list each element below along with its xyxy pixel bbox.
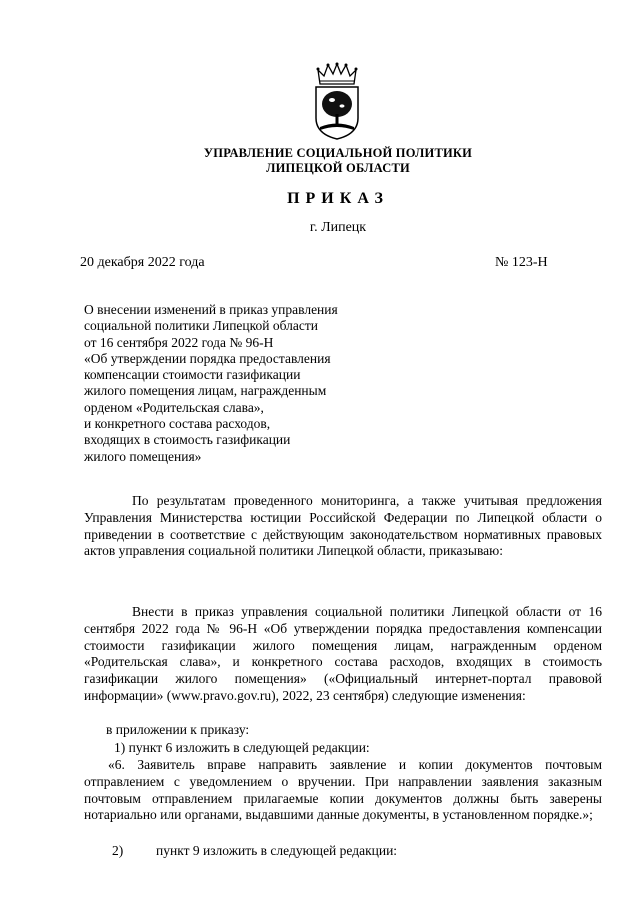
subject-line: от 16 сентября 2022 года № 96-Н [84, 334, 274, 350]
preamble-paragraph: По результатам проведенного мониторинга, а также учитывая предложения Управления Министерства юстиции Российской Федерации по Липецкой области о приведении в соответствие с действующим законодательством нормативных правовых актов управления социальной политики Липецкой области, приказываю: [84, 493, 602, 559]
document-subject [84, 302, 384, 465]
item-1-text: «6. Заявитель вправе направить заявление и копии документов почтовым отправлением с уведомлением о вручении. При направлении заявления заказным почтовым отправлением прилагаемые копии документов должны быть заверены нотариально или органами, выдавшими данные документы, в установленном порядке.»; [84, 757, 602, 823]
appendix-line: в приложении к приказу: [106, 722, 250, 737]
item-1: 1) пункт 6 изложить в следующей редакции: [114, 740, 370, 755]
lipetsk-coat-of-arms-icon [312, 62, 362, 140]
order-paragraph: Внести в приказ управления социальной политики Липецкой области от 16 сентября 2022 года № 96-Н «Об утверждении порядка предоставления компенсации стоимости газификации жилого помещения лицам, награжденным орденом «Родительская слава», и конкретного состава расходов, входящих в стоимость газификации жилого помещения» («Официальный интернет-портал правовой информации» (www.pravo.gov.ru), 2022, 23 сентября) следующие изменения: [84, 604, 602, 703]
organization-name: УПРАВЛЕНИЕ СОЦИАЛЬНОЙ ПОЛИТИКИ [203, 146, 473, 160]
item-2-text: пункт 9 изложить в следующей редакции: [156, 843, 398, 858]
document-type-title: ПРИКАЗ [287, 190, 389, 207]
city: г. Липецк [309, 220, 367, 235]
subject-line: «Об утверждении порядка предоставления [84, 350, 331, 366]
subject-line: и конкретного состава расходов, [84, 416, 271, 432]
subject-line: жилого помещения лицам, награжденным [84, 383, 327, 399]
document-date: 20 декабря 2022 года [80, 255, 205, 270]
subject-line: жилого помещения» [84, 448, 202, 464]
item-2-number: 2) [112, 843, 124, 858]
item-2 [112, 843, 397, 859]
subject-line: входящих в стоимость газификации [84, 432, 291, 448]
subject-line: орденом «Родительская слава», [84, 399, 264, 415]
organization-region: ЛИПЕЦКОЙ ОБЛАСТИ [266, 161, 410, 175]
document-number: № 123-Н [495, 255, 548, 270]
subject-line: социальной политики Липецкой области [84, 318, 318, 334]
subject-line: О внесении изменений в приказ управления [84, 302, 338, 317]
subject-line: компенсации стоимости газификации [84, 367, 301, 383]
